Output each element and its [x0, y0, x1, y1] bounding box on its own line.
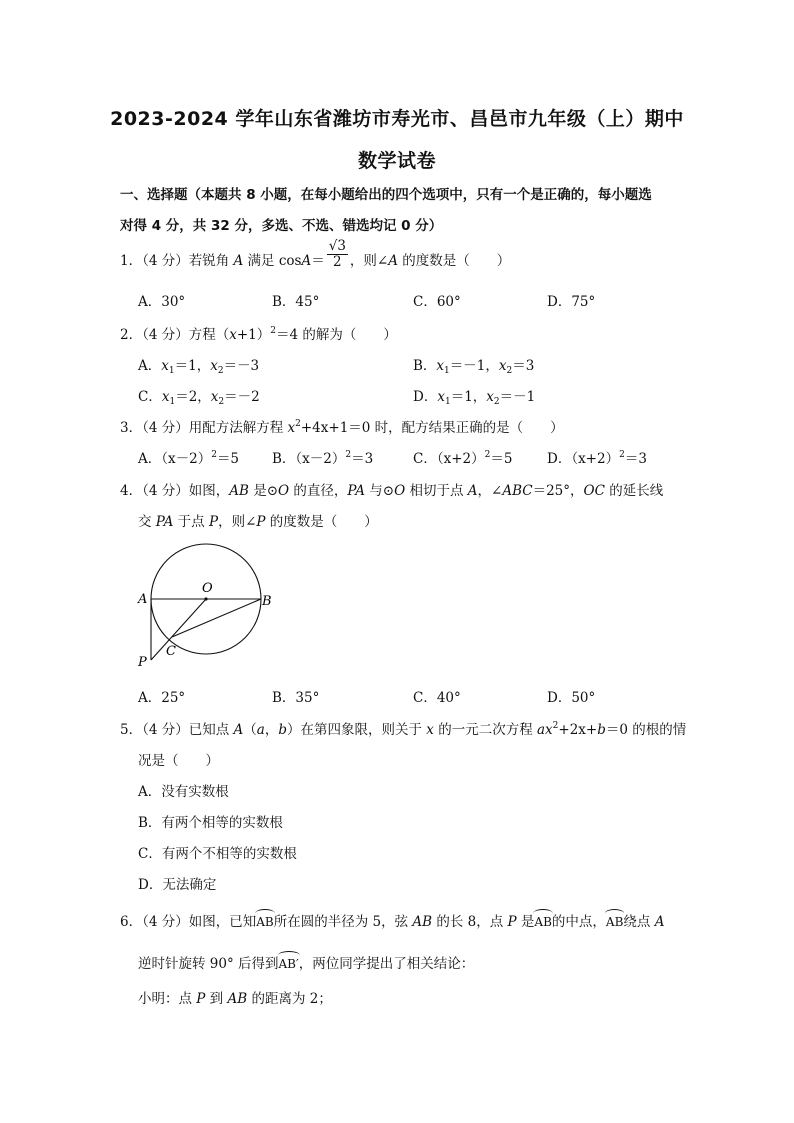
q2-option-b[interactable]: B．$x_1=-1$，$x_2=3$ [413, 358, 535, 376]
q2-option-d[interactable]: D．$x_1=1$，$x_2=-1$ [413, 389, 536, 407]
question-4-line1: 4．（4 分）如图，AB 是⊙O 的直径，PA 与⊙O 相切于点 A，∠ABC＝25°，OC 的延长线 [120, 483, 664, 499]
q2-option-c[interactable]: C．$x_1=2$，$x_2=-2$ [138, 389, 260, 407]
label-a: A [138, 592, 148, 607]
question-1: 1．（4 分）若锐角 A 满足 cosA＝ $\frac{√3}{2}$ ，则∠A 的度数是（ ） [120, 238, 511, 270]
center-point [204, 597, 207, 600]
arc-ab-prime: AB′ [278, 957, 299, 971]
q4-option-d[interactable]: D．50° [547, 690, 596, 706]
arc-ab: AB [605, 915, 624, 929]
section-heading [120, 180, 680, 242]
q4-option-c[interactable]: C．40° [413, 690, 461, 706]
question-5-line2: 况是（ ） [138, 753, 219, 769]
q1-option-a[interactable]: A．30° [138, 294, 186, 310]
q5-option-b[interactable]: B．有两个相等的实数根 [138, 815, 283, 831]
q1-option-c[interactable]: C．60° [413, 294, 461, 310]
label-b: B [262, 594, 272, 609]
q5-option-a[interactable]: A．没有实数根 [138, 784, 229, 800]
label-o: O [202, 581, 213, 596]
q2-option-a[interactable]: A．$x_1=1$，$x_2=-3$ [138, 358, 260, 376]
exam-subtitle: 数学试卷 [357, 150, 436, 172]
question-6-line3: 小明：点 P 到 AB 的距离为 2； [138, 991, 332, 1007]
q3-option-d[interactable]: D．$(x+2)^2=3$ [547, 450, 647, 467]
fraction: $\frac{√3}{2}$ [328, 238, 346, 270]
q4-option-b[interactable]: B．35° [272, 690, 320, 706]
segment-pc [151, 599, 206, 660]
section-heading-line1: 一、选择题（本题共 8 小题，在每小题给出的四个选项中，只有一个是正确的，每小题选 [120, 187, 652, 203]
question-5-line1: 5．（4 分）已知点 A（a，b）在第四象限，则关于 x 的一元二次方程 $ax^2+2x+b=0$ 的根的情 [120, 721, 687, 738]
question-6-line2: 逆时针旋转 90° 后得到AB′，两位同学提出了相关结论： [138, 956, 475, 972]
question-3: 3．（4 分）用配方法解方程 $x^2+4x+1=0$ 时，配方结果正确的是（ ） [120, 419, 564, 436]
q1-option-d[interactable]: D．75° [547, 294, 596, 310]
exam-title: 2023-2024 学年山东省潍坊市寿光市、昌邑市九年级（上）期中 [110, 108, 684, 130]
question-2: 2．（4 分）方程$(x+1)^2=4$ 的解为（ ） [120, 326, 397, 343]
label-c: C [166, 644, 176, 659]
q3-option-b[interactable]: B．$(x-2)^2=3$ [272, 450, 374, 467]
arc-ab: AB [534, 915, 552, 929]
chord-bc [172, 599, 261, 637]
section-heading-line2: 对得 4 分，共 32 分，多选、不选、错选均记 0 分） [120, 218, 443, 234]
circle-tangent-figure [130, 536, 280, 676]
q3-option-a[interactable]: A．$(x-2)^2=5$ [138, 450, 240, 467]
q5-option-c[interactable]: C．有两个不相等的实数根 [138, 846, 297, 862]
q4-option-a[interactable]: A．25° [138, 690, 186, 706]
question-6-line1: 6．（4 分）如图，已知AB所在圆的半径为 5，弦 AB 的长 8，点 P 是AB的中点，AB绕点 A [120, 914, 665, 930]
arc-ab: AB [256, 915, 274, 929]
q3-option-c[interactable]: C．$(x+2)^2=5$ [413, 450, 513, 467]
q1-option-b[interactable]: B．45° [272, 294, 320, 310]
question-4-line2: 交 PA 于点 P，则∠P 的度数是（ ） [138, 514, 378, 530]
q5-option-d[interactable]: D．无法确定 [138, 877, 217, 893]
label-p: P [138, 655, 147, 670]
